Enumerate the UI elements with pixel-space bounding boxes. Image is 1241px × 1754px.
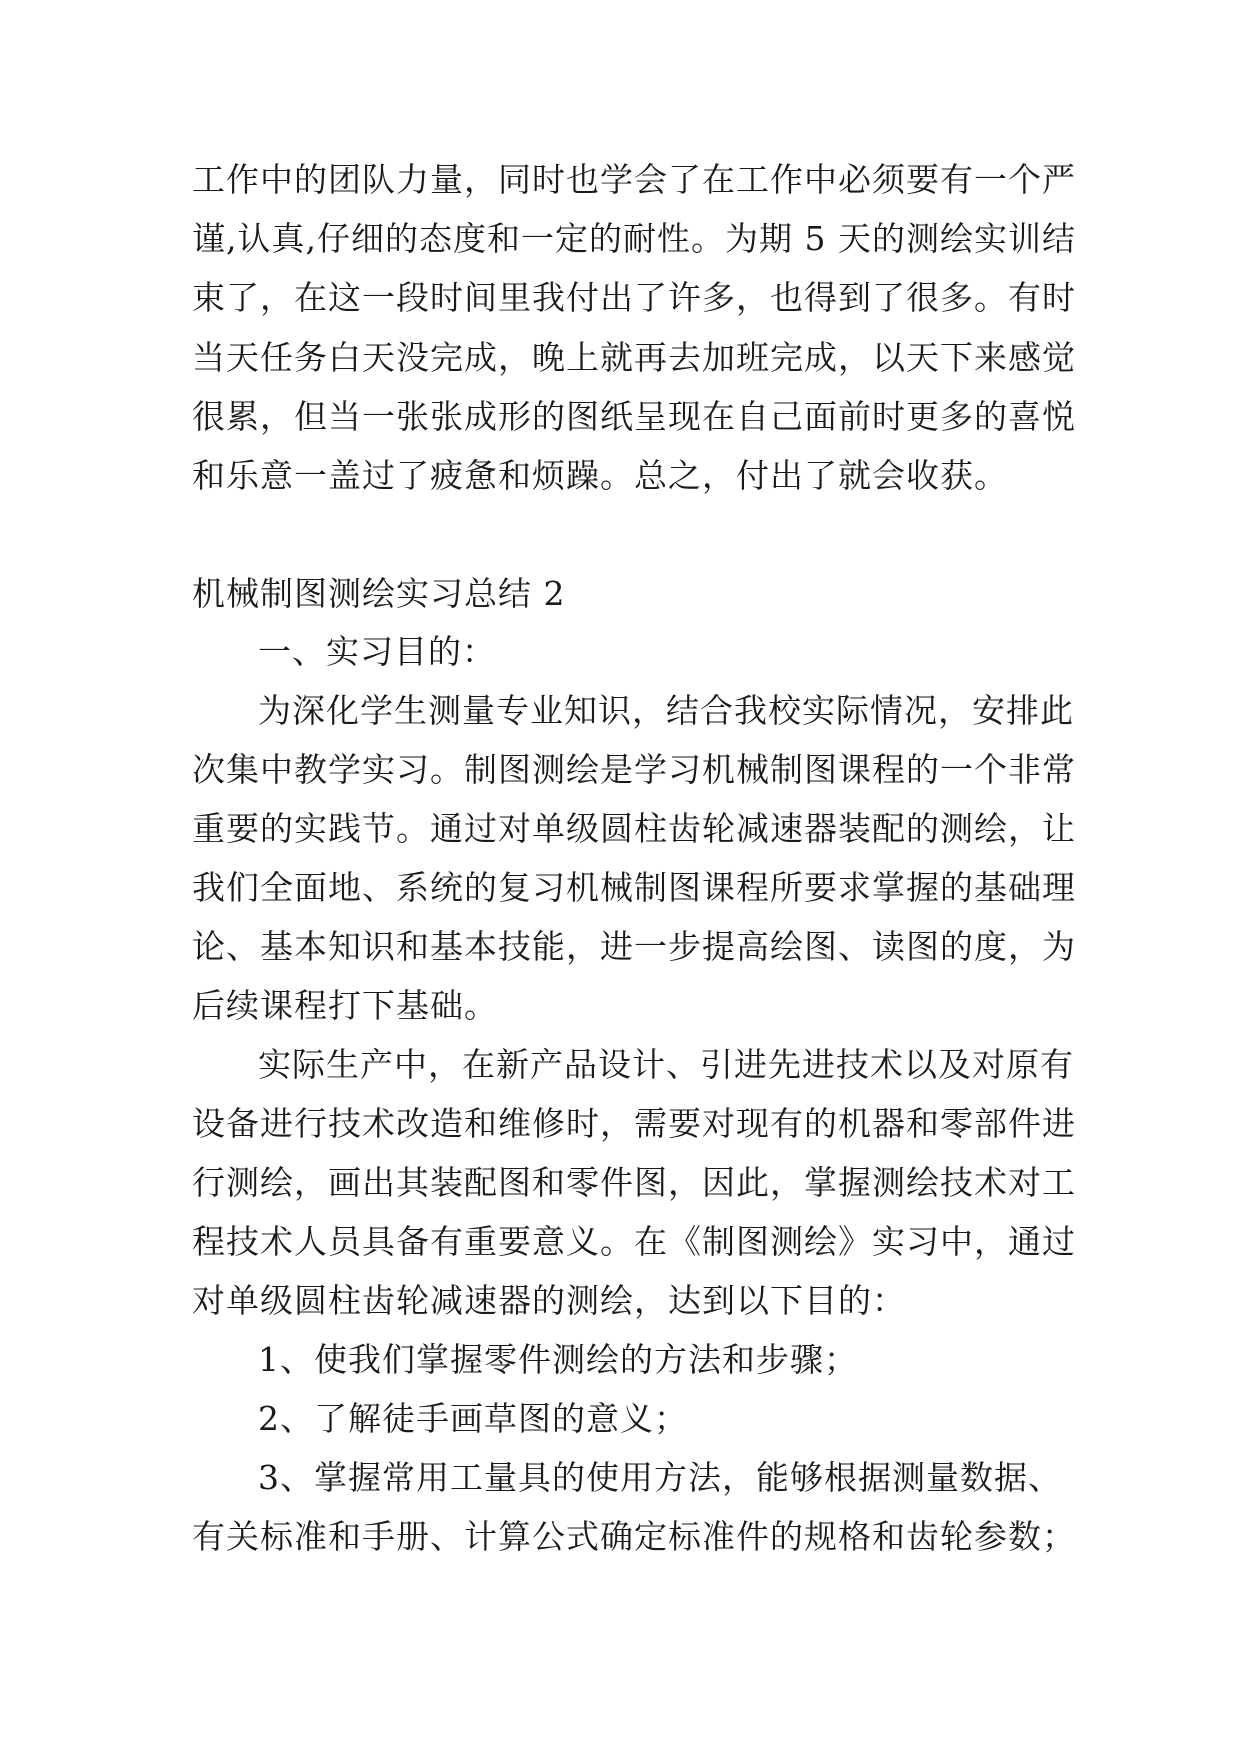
- list-item: 2、了解徒手画草图的意义；: [258, 1399, 688, 1438]
- paragraph-line: 设备进行技术改造和维修时，需要对现有的机器和零部件进: [192, 1104, 1076, 1143]
- paragraph-line: 对单级圆柱齿轮减速器的测绘，达到以下目的：: [192, 1281, 906, 1320]
- paragraph-line: 当天任务白天没完成，晚上就再去加班完成，以天下来感觉: [192, 338, 1076, 377]
- paragraph-line: 重要的实践节。通过对单级圆柱齿轮减速器装配的测绘，让: [192, 809, 1076, 848]
- paragraph-line: 谨,认真,仔细的态度和一定的耐性。为期 5 天的测绘实训结: [192, 219, 1076, 258]
- paragraph-line: 实际生产中，在新产品设计、引进先进技术以及对原有: [258, 1045, 1074, 1084]
- paragraph-line: 次集中教学实习。制图测绘是学习机械制图课程的一个非常: [192, 750, 1076, 789]
- paragraph-line: 很累，但当一张张成形的图纸呈现在自己面前时更多的喜悦: [192, 397, 1076, 436]
- list-item-continuation: 有关标准和手册、计算公式确定标准件的规格和齿轮参数；: [192, 1517, 1076, 1556]
- paragraph-line: 程技术人员具备有重要意义。在《制图测绘》实习中，通过: [192, 1222, 1076, 1261]
- section-title: 机械制图测绘实习总结 2: [192, 574, 566, 613]
- list-item: 3、掌握常用工量具的使用方法，能够根据测量数据、: [258, 1458, 1062, 1497]
- paragraph-line: 后续课程打下基础。: [192, 986, 498, 1025]
- paragraph-line: 论、基本知识和基本技能，进一步提高绘图、读图的度，为: [192, 927, 1076, 966]
- paragraph-line: 和乐意一盖过了疲惫和烦躁。总之，付出了就会收获。: [192, 456, 1008, 495]
- paragraph-line: 为深化学生测量专业知识，结合我校实际情况，安排此: [258, 691, 1074, 730]
- section-heading: 一、实习目的：: [258, 632, 496, 671]
- paragraph-line: 束了，在这一段时间里我付出了许多，也得到了很多。有时: [192, 278, 1076, 317]
- paragraph-line: 我们全面地、系统的复习机械制图课程所要求掌握的基础理: [192, 868, 1076, 907]
- paragraph-line: 工作中的团队力量，同时也学会了在工作中必须要有一个严: [192, 160, 1076, 199]
- paragraph-line: 行测绘，画出其装配图和零件图，因此，掌握测绘技术对工: [192, 1163, 1076, 1202]
- list-item: 1、使我们掌握零件测绘的方法和步骤；: [258, 1340, 858, 1379]
